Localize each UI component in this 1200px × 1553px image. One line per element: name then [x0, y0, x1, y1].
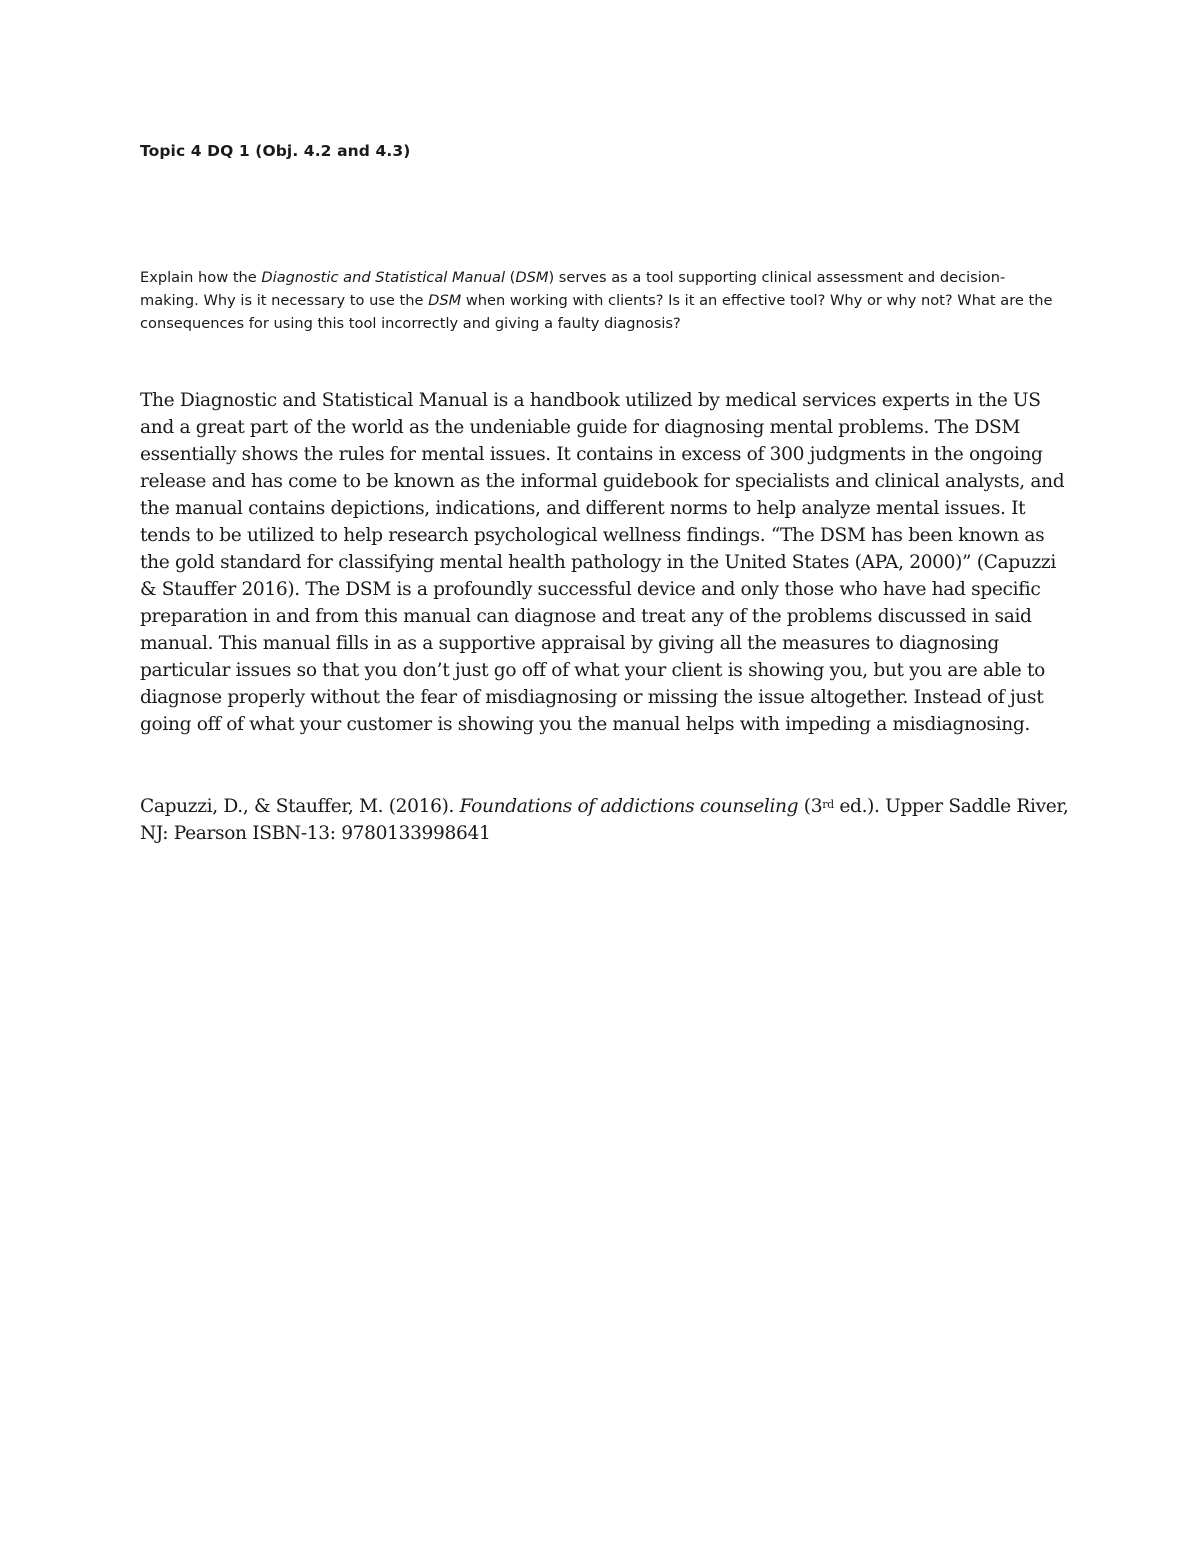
citation-authors: Capuzzi, D., & Stauffer, M. (2016).: [140, 796, 460, 817]
citation-publisher: ed.). Upper Saddle River, NJ: Pearson ISBN-13: 9780133998641: [140, 796, 1069, 844]
prompt-manual-title: Diagnostic and Statistical Manual: [261, 269, 505, 286]
prompt-text: Explain how the: [140, 269, 262, 286]
prompt-dsm-abbreviation: DSM: [515, 269, 549, 286]
discussion-prompt: [140, 266, 1060, 335]
response-paragraph: The Diagnostic and Statistical Manual is a handbook utilized by medical services experts in the US and a great part of the world as the undeniable guide for diagnosing mental problems. The DSM essentially shows the rules for mental issues. It contains in excess of 300 judgments in the ongoing release and has come to be known as the informal guidebook for specialists and clinical analysts, and the manual contains depictions, indications, and different norms to help analyze mental issues. It tends to be utilized to help research psychological wellness findings. “The DSM has been known as the gold standard for classifying mental health pathology in the United States (APA, 2000)” (Capuzzi & Stauffer 2016). The DSM is a profoundly successful device and only those who have had specific preparation in and from this manual can diagnose and treat any of the problems discussed in said manual. This manual fills in as a supportive appraisal by giving all the measures to diagnosing particular issues so that you don’t just go off of what your client is showing you, but you are able to diagnose properly without the fear of misdiagnosing or missing the issue altogether. Instead of just going off of what your customer is showing you the manual helps with impeding a misdiagnosing.: [140, 390, 1065, 735]
discussion-question-heading: Topic 4 DQ 1 (Obj. 4.2 and 4.3): [140, 142, 411, 160]
reference-citation: [140, 793, 1070, 847]
prompt-dsm-abbreviation: DSM: [428, 292, 462, 309]
prompt-text: when working with clients? Is it an effective tool? Why or why not? What are the consequences for using this tool incorrectly and giving a faulty diagnosis?: [140, 292, 1053, 332]
citation-edition-superscript: rd: [822, 798, 834, 811]
citation-edition: (3: [798, 796, 823, 817]
prompt-text: (: [505, 269, 516, 286]
prompt-text: ) serves as a tool supporting clinical assessment and decision-making. Why is it necessary to use the: [140, 269, 1006, 309]
citation-book-title: Foundations of addictions counseling: [459, 796, 799, 817]
